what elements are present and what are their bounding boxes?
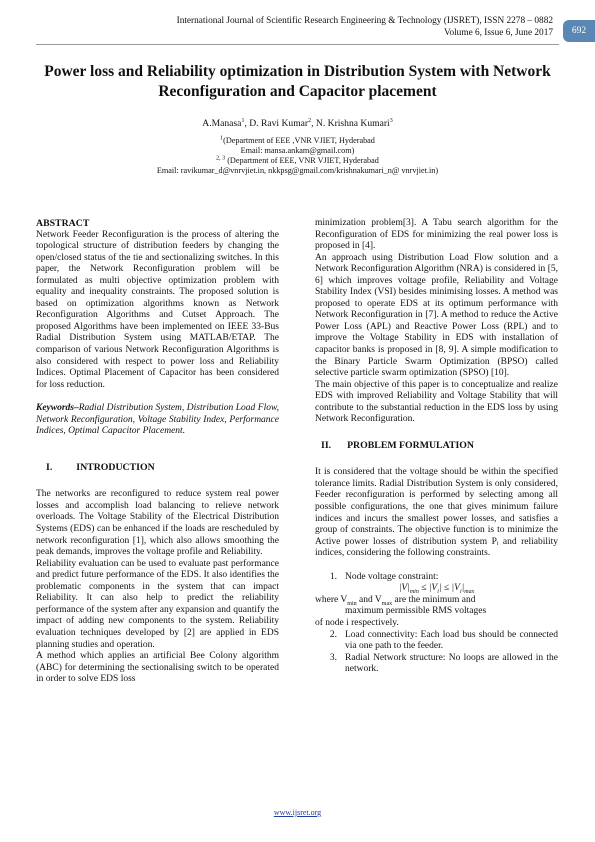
affiliation-1 (30, 136, 565, 146)
problem-heading (321, 440, 558, 452)
intro-number: I. (46, 461, 53, 473)
keywords (36, 403, 279, 438)
title-line-1: Power loss and Reliability optimization in Distribution System with Network (44, 63, 551, 80)
paper-title (30, 62, 565, 102)
author-1: A.Manasa (202, 118, 242, 129)
constraint-1-where-line-2: maximum permissible RMS voltages (345, 606, 487, 617)
author-3: , N. Krishna Kumari (311, 118, 390, 129)
right-paragraph-1: minimization problem[3]. A Tabu search algorithm for the Reconfiguration of EDS for minimizing the real power loss is proposed in [4]. (315, 218, 558, 252)
affiliation-1-email: Email: mansa.ankam@gmail.com) (240, 146, 355, 155)
title-line-2: Reconfiguration and Capacitor placement (158, 83, 437, 100)
constraint-1-where: where $V_{min}$ and $V_{max}$ are the minimum and (315, 594, 476, 607)
constraint-2-number: 2. (329, 629, 337, 640)
keywords-dash: – (74, 403, 79, 414)
affiliation-2-sup: 2, 3 (216, 155, 226, 162)
author-1-sup: 1 (241, 117, 245, 124)
author-2-sup: 2 (308, 117, 312, 124)
constraint-list (315, 572, 558, 676)
constraint-1-text: Node voltage constraint: (345, 571, 439, 582)
problem-title: PROBLEM FORMULATION (347, 439, 474, 451)
constraint-1-number: 1. (329, 571, 337, 582)
author-list (30, 118, 565, 130)
author-2: , D. Ravi Kumar (244, 118, 309, 129)
header-divider (36, 44, 559, 45)
affiliation-1-line: (Department of EEE ,VNR VJIET, Hyderabad (223, 136, 375, 145)
intro-heading (46, 462, 279, 474)
constraint-3-text: Radial Network structure: No loops are allowed in the network. (345, 652, 558, 675)
keywords-label: Keywords (36, 403, 74, 414)
constraint-2-text: Load connectivity: Each load bus should be connected via one path to the feeder. (345, 629, 558, 652)
right-paragraph-2: An approach using Distribution Load Flow solution and a Network Reconfiguration Algorithm (NRA) is considered in [5, 6] which improves voltage profile, Reliability and Voltage Stability Index (VSI) besides minimising losses. A method was proposed to operate EDS at its optimum performance with Network Reconfiguration in [7]. A method to reduce the Active Power Loss (APL) and Reactive Power Loss (RPL) and to improve the Voltage Stability in EDS with installation of capacitor banks is proposed in [8, 9]. A simple modification to the Binary Particle Swarm Optimization (BPSO) called selective particle swarm optimization (SPSO) [10]. (315, 252, 558, 379)
abstract-heading: ABSTRACT (36, 218, 90, 229)
constraint-1 (315, 572, 558, 584)
intro-paragraph-3: A method which applies an artificial Bee Colony algorithm (ABC) for determining the sectionalising switch to be operated in order to solve EDS loss (36, 651, 279, 685)
footer-website-link[interactable]: www.ijsret.org (273, 808, 322, 817)
affiliation-2-email: Email: ravikumar_d@vnrvjiet.in, nkkpsg@gmail.com/krishnakumari_n@ vnrvjiet.in) (156, 166, 439, 175)
right-column (315, 218, 558, 676)
problem-paragraph: It is considered that the voltage should be within the specified tolerance limits. Radial Distribution System is only considered, Feeder reconfiguration is performed by selecting among all possible configurations, the one that gives minimum failure indices and incurs the smallest power losses, and satisfies a group of constraints. The objective function is to minimize the Active power losses of distribution system Pᵢ and reliability indices, considering the following constraints. (315, 467, 558, 559)
constraint-1-where-line-3: of node i respectively. (315, 617, 399, 628)
journal-name: International Journal of Scientific Research Engineering & Technology (IJSRET), ISSN 2278 – 0882 (176, 16, 553, 26)
journal-volume: Volume 6, Issue 6, June 2017 (443, 28, 553, 38)
intro-paragraph-1: The networks are reconfigured to reduce system real power losses and accomplish load balancing to relieve network overloads. The Voltage Stability of the Electrical Distribution Systems (EDS) can be enhanced if the loads are rescheduled by network reconfiguration [1], which also allows smoothing the peak demands, improves the voltage profile and Reliability. (36, 489, 279, 558)
abstract-text: Network Feeder Reconfiguration is the process of altering the topological structure of distribution feeders by changing the open/closed status of the tie and sectionalizing switches. In this paper, the Network Reconfiguration problem will be formulated as multi objective optimization problem with equality and inequality constraints. The proposed solution is based on optimization algorithms known as Network Reconfiguration Algorithms and Cutset Approach. The proposed Algorithms have been implemented on IEEE 33-Bus Radial Distribution System using MATLAB/ETAP. The comparison of various Network Reconfiguration Algorithms is also considered with respect to power loss and Reliability Indices. Optimal Placement of Capacitor has been considered for loss reduction. (36, 229, 279, 390)
constraint-2 (315, 630, 558, 653)
affiliation-1-sup: 1 (220, 135, 224, 142)
constraint-3 (315, 653, 558, 676)
affiliation-2 (30, 156, 565, 166)
author-3-sup: 3 (389, 117, 393, 124)
left-column (36, 218, 279, 686)
voltage-constraint-equation: $|V|_{min} \le |V_i| \le |V_i|_{max}$ (398, 583, 475, 596)
affiliation-2-line: (Department of EEE, VNR VJIET, Hyderabad (225, 156, 379, 165)
intro-title: INTRODUCTION (76, 461, 155, 473)
intro-paragraph-2: Reliability evaluation can be used to evaluate past performance and predict future performance of the EDS. It also identifies the problematic components in the system that can impact Reliability. It can also help to predict the reliability performance of the system after any expansion and quantify the impact of adding new components to the system. Reliability evaluation techniques developed by [2] are applied in EDS planning studies and operation. (36, 558, 279, 650)
constraint-3-number: 3. (329, 652, 337, 663)
keywords-text: Radial Distribution System, Distribution Load Flow, Network Reconfiguration, Voltage Stability Index, Performance Indices, Optimal Capacitor Placement. (36, 403, 279, 437)
right-paragraph-3: The main objective of this paper is to conceptualize and realize EDS with improved Reliability and Voltage Stability that will contribute to the substantial reduction in the EDS loss by using Network Reconfiguration. (315, 379, 558, 425)
problem-number: II. (321, 439, 332, 451)
page-number-tab: 692 (563, 20, 595, 42)
journal-header (73, 15, 553, 39)
